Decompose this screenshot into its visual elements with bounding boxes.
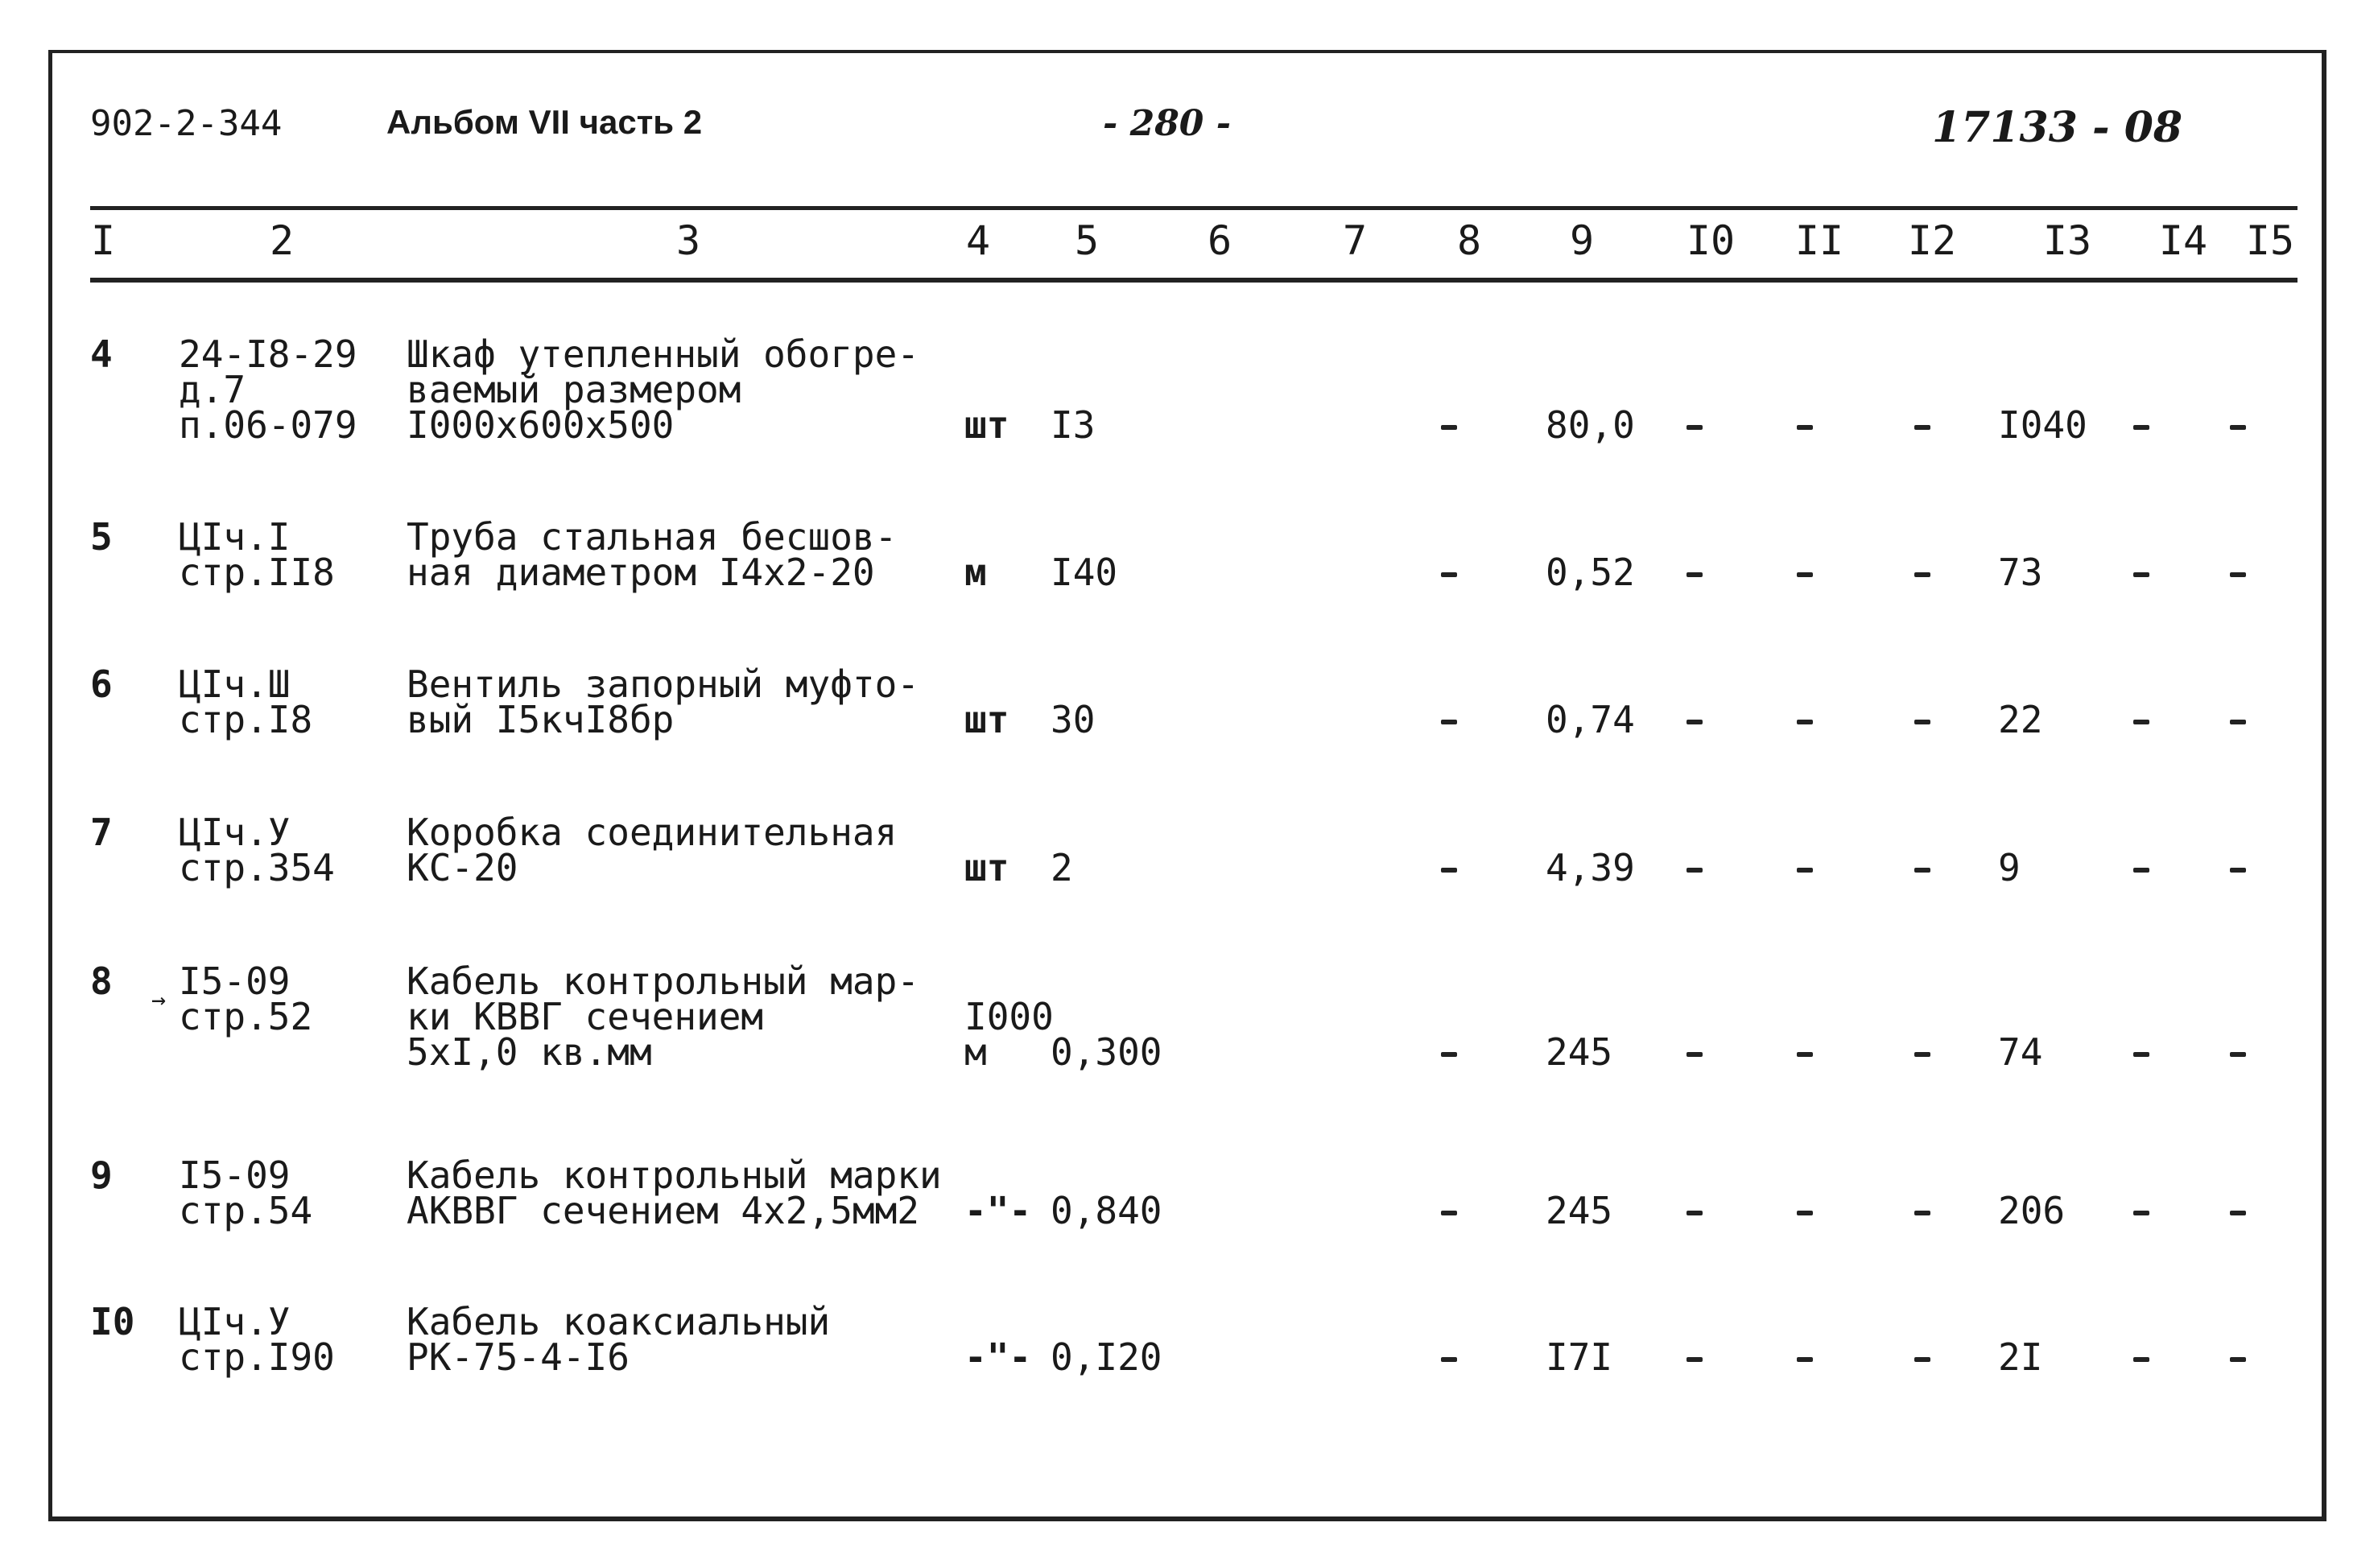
name-line: 5xI,0 кв.мм bbox=[407, 1030, 652, 1074]
total: 9 bbox=[1998, 846, 2021, 889]
column-number: 9 bbox=[1569, 217, 1595, 264]
dash-mark bbox=[2133, 572, 2149, 577]
price: 245 bbox=[1546, 1189, 1613, 1232]
column-number: 4 bbox=[965, 217, 991, 264]
dash-mark bbox=[1797, 1211, 1813, 1215]
unit: шт bbox=[964, 698, 1009, 741]
dash-mark bbox=[1686, 1357, 1703, 1362]
unit: -"- bbox=[964, 1189, 1032, 1232]
reference-line: ЦIч.У bbox=[179, 1300, 291, 1343]
dash-mark bbox=[1686, 425, 1703, 430]
column-number: I5 bbox=[2245, 217, 2295, 264]
dash-mark bbox=[2230, 1052, 2246, 1057]
quantity: I3 bbox=[1051, 403, 1096, 447]
total: I040 bbox=[1998, 403, 2087, 447]
reference-line: I5-09 bbox=[179, 959, 291, 1003]
dash-mark bbox=[1914, 1357, 1930, 1362]
dash-mark bbox=[2230, 720, 2246, 724]
dash-mark bbox=[1441, 425, 1457, 430]
row-number: 5 bbox=[90, 515, 113, 559]
name-line: Коробка соединительная bbox=[407, 811, 898, 854]
total: 2I bbox=[1998, 1335, 2043, 1379]
name-line: I000x600x500 bbox=[407, 403, 675, 447]
unit: шт bbox=[964, 403, 1009, 447]
column-number: 8 bbox=[1456, 217, 1482, 264]
price: 0,52 bbox=[1546, 551, 1635, 594]
price: 0,74 bbox=[1546, 698, 1635, 741]
name-line: ваемый размером bbox=[407, 368, 741, 411]
page-number: - 280 - bbox=[1103, 103, 1232, 144]
page-frame bbox=[48, 50, 2326, 1521]
reference-line: п.06-079 bbox=[179, 403, 357, 447]
reference-line: 24-I8-29 bbox=[179, 332, 357, 376]
name-line: Вентиль запорный муфто- bbox=[407, 662, 919, 706]
column-number: 3 bbox=[675, 217, 701, 264]
quantity: 2 bbox=[1051, 846, 1073, 889]
arrow-mark: → bbox=[151, 986, 167, 1014]
total: 22 bbox=[1998, 698, 2043, 741]
dash-mark bbox=[2133, 1357, 2149, 1362]
name-line: Кабель коаксиальный bbox=[407, 1300, 831, 1343]
column-number: I2 bbox=[1907, 217, 1957, 264]
name-line: КС-20 bbox=[407, 846, 518, 889]
column-number: 2 bbox=[269, 217, 295, 264]
dash-mark bbox=[1441, 1211, 1457, 1215]
dash-mark bbox=[2230, 868, 2246, 873]
dash-mark bbox=[1441, 1357, 1457, 1362]
unit: м bbox=[964, 551, 987, 594]
row-number: 9 bbox=[90, 1153, 113, 1197]
dash-mark bbox=[1797, 720, 1813, 724]
dash-mark bbox=[2133, 720, 2149, 724]
dash-mark bbox=[1914, 1052, 1930, 1057]
dash-mark bbox=[1441, 720, 1457, 724]
unit: шт bbox=[964, 846, 1009, 889]
price: 80,0 bbox=[1546, 403, 1635, 447]
name-line: Кабель контрольный марки bbox=[407, 1153, 942, 1197]
total: 74 bbox=[1998, 1030, 2043, 1074]
dash-mark bbox=[1686, 868, 1703, 873]
dash-mark bbox=[2230, 1211, 2246, 1215]
total: 206 bbox=[1998, 1189, 2066, 1232]
name-line: ки КВВГ сечением bbox=[407, 995, 764, 1038]
name-line: РК-75-4-I6 bbox=[407, 1335, 630, 1379]
row-number: 6 bbox=[90, 662, 113, 706]
dash-mark bbox=[2133, 1052, 2149, 1057]
dash-mark bbox=[2230, 1357, 2246, 1362]
quantity: 0,300 bbox=[1051, 1030, 1162, 1074]
doc-code: 902-2-344 bbox=[90, 103, 283, 144]
price: 4,39 bbox=[1546, 846, 1635, 889]
unit: -"- bbox=[964, 1335, 1032, 1379]
column-number: 7 bbox=[1342, 217, 1368, 264]
dash-mark bbox=[1441, 868, 1457, 873]
column-number: I0 bbox=[1686, 217, 1736, 264]
reference-line: ЦIч.У bbox=[179, 811, 291, 854]
name-line: вый I5кчI8бр bbox=[407, 698, 675, 741]
name-line: Кабель контрольный мар- bbox=[407, 959, 919, 1003]
row-number: 8 bbox=[90, 959, 113, 1003]
price: 245 bbox=[1546, 1030, 1613, 1074]
dash-mark bbox=[1914, 1211, 1930, 1215]
price: I7I bbox=[1546, 1335, 1613, 1379]
name-line: АКВВГ сечением 4x2,5мм2 bbox=[407, 1189, 919, 1232]
reference-line: стр.354 bbox=[179, 846, 335, 889]
dash-mark bbox=[1686, 572, 1703, 577]
quantity: I40 bbox=[1051, 551, 1118, 594]
reference-line: стр.I8 bbox=[179, 698, 313, 741]
column-number: I bbox=[90, 217, 116, 264]
dash-mark bbox=[1797, 425, 1813, 430]
dash-mark bbox=[1797, 1357, 1813, 1362]
column-number: 6 bbox=[1207, 217, 1232, 264]
header-bottom-rule bbox=[90, 278, 2297, 283]
name-line: ная диаметром I4x2-20 bbox=[407, 551, 875, 594]
reference-line: ЦIч.Ш bbox=[179, 662, 291, 706]
reference-line: стр.I90 bbox=[179, 1335, 335, 1379]
total: 73 bbox=[1998, 551, 2043, 594]
row-number: 7 bbox=[90, 811, 113, 854]
dash-mark bbox=[1914, 868, 1930, 873]
doc-number: 17133 - 08 bbox=[1932, 103, 2183, 152]
reference-line: стр.II8 bbox=[179, 551, 335, 594]
dash-mark bbox=[2133, 1211, 2149, 1215]
reference-line: стр.54 bbox=[179, 1189, 313, 1232]
column-number: I4 bbox=[2158, 217, 2208, 264]
reference-line: д.7 bbox=[179, 368, 246, 411]
dash-mark bbox=[1686, 1211, 1703, 1215]
dash-mark bbox=[1686, 720, 1703, 724]
dash-mark bbox=[2230, 425, 2246, 430]
dash-mark bbox=[2230, 572, 2246, 577]
quantity: 30 bbox=[1051, 698, 1096, 741]
dash-mark bbox=[2133, 425, 2149, 430]
dash-mark bbox=[1797, 572, 1813, 577]
dash-mark bbox=[2133, 868, 2149, 873]
dash-mark bbox=[1441, 572, 1457, 577]
quantity: 0,840 bbox=[1051, 1189, 1162, 1232]
column-number: 5 bbox=[1074, 217, 1100, 264]
row-number: I0 bbox=[90, 1300, 135, 1343]
name-line: Труба стальная бесшов- bbox=[407, 515, 898, 559]
dash-mark bbox=[1686, 1052, 1703, 1057]
unit-line: м bbox=[964, 1030, 987, 1074]
reference-line: стр.52 bbox=[179, 995, 313, 1038]
name-line: Шкаф утепленный обогре- bbox=[407, 332, 919, 376]
dash-mark bbox=[1914, 425, 1930, 430]
header-top-rule bbox=[90, 206, 2297, 210]
column-number: II bbox=[1794, 217, 1844, 264]
dash-mark bbox=[1797, 1052, 1813, 1057]
dash-mark bbox=[1441, 1052, 1457, 1057]
reference-line: ЦIч.I bbox=[179, 515, 291, 559]
dash-mark bbox=[1914, 572, 1930, 577]
row-number: 4 bbox=[90, 332, 113, 376]
quantity: 0,I20 bbox=[1051, 1335, 1162, 1379]
unit-line: I000 bbox=[964, 995, 1054, 1038]
album-label: Альбом VII часть 2 bbox=[386, 103, 703, 141]
column-number: I3 bbox=[2042, 217, 2092, 264]
dash-mark bbox=[1914, 720, 1930, 724]
dash-mark bbox=[1797, 868, 1813, 873]
reference-line: I5-09 bbox=[179, 1153, 291, 1197]
